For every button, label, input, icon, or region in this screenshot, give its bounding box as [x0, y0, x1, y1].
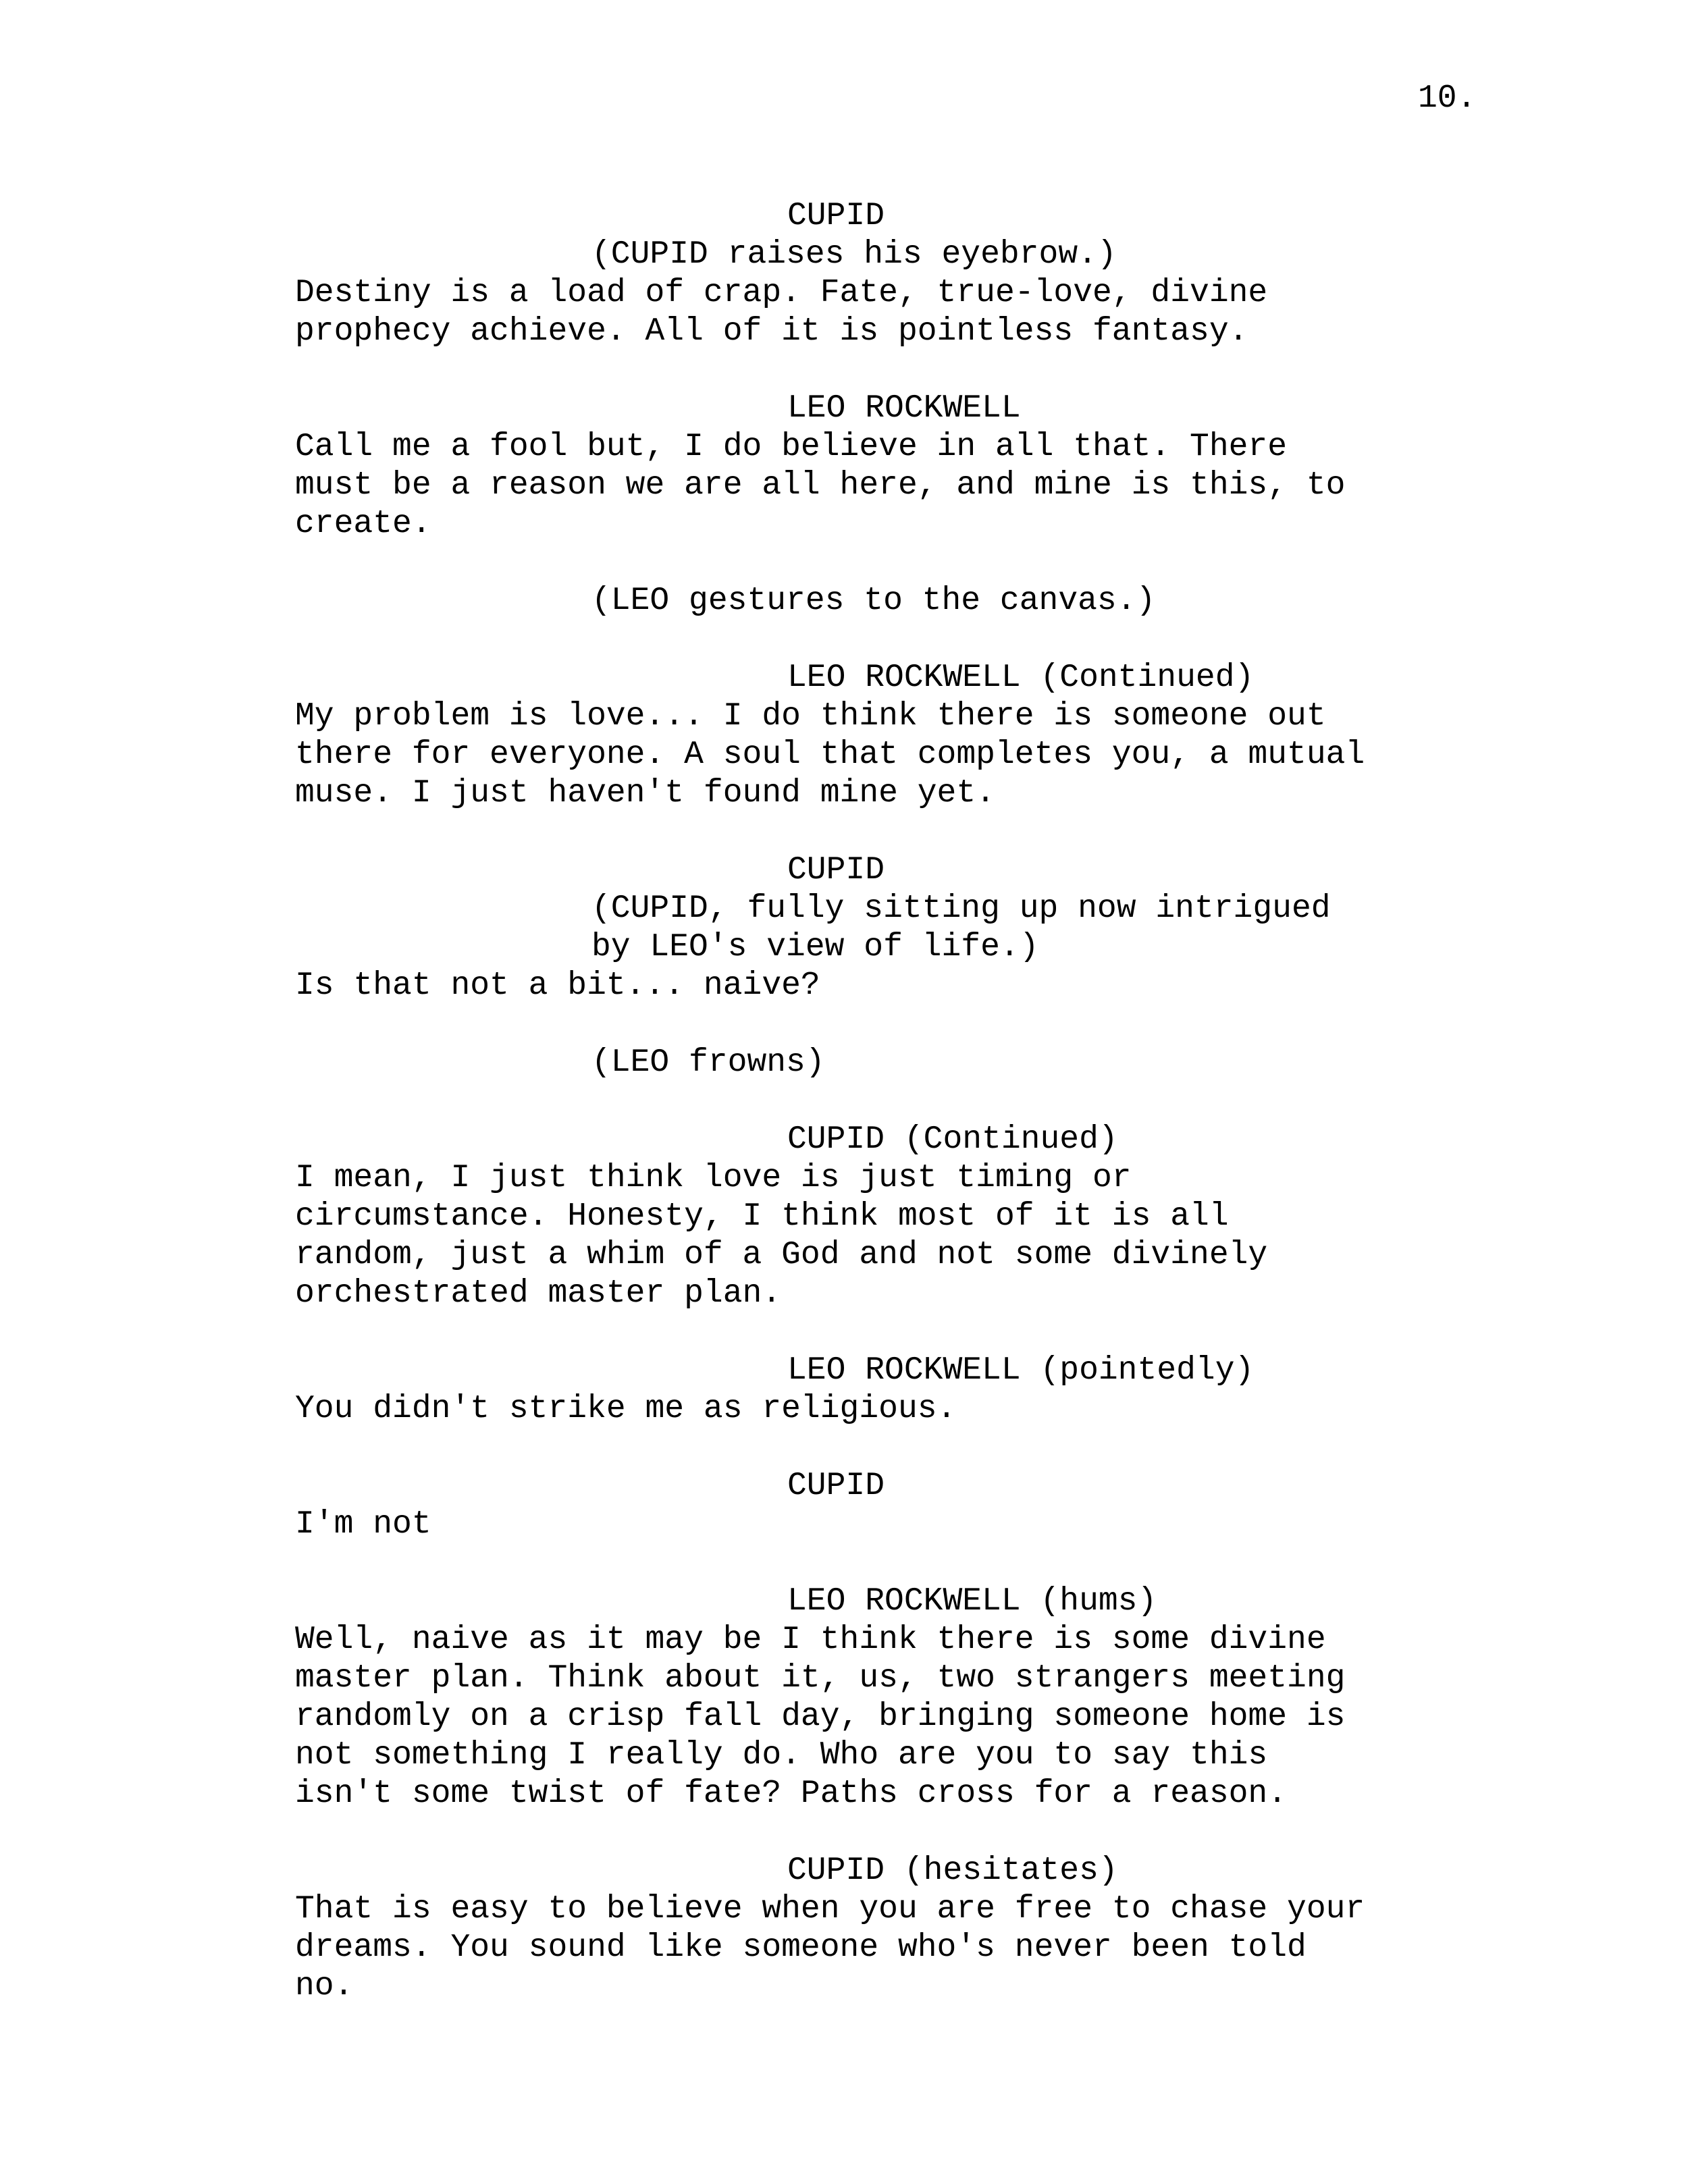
dialogue-line: Well, naive as it may be I think there is some divine — [295, 1622, 1326, 1658]
parenthetical: (LEO frowns) — [591, 1044, 825, 1081]
blank-line — [0, 1082, 1688, 1121]
blank-line — [0, 813, 1688, 851]
page-number: 10. — [1418, 80, 1477, 117]
dialogue-line: muse. I just haven't found mine yet. — [295, 775, 995, 811]
character-cue: CUPID — [787, 852, 885, 888]
dialogue-line: Destiny is a load of crap. Fate, true-love, divine — [295, 275, 1268, 311]
dialogue-line: must be a reason we are all here, and mine is this, to — [295, 467, 1346, 504]
character-cue: CUPID (hesitates) — [787, 1853, 1118, 1889]
parenthetical: by LEO's view of life.) — [591, 929, 1039, 965]
parenthetical: (CUPID, fully sitting up now intrigued — [591, 890, 1331, 927]
character-cue: CUPID (Continued) — [787, 1121, 1118, 1158]
dialogue-line: circumstance. Honesty, I think most of it is all — [295, 1198, 1229, 1235]
dialogue-line: not something I really do. Who are you to say this — [295, 1737, 1268, 1774]
blank-line — [0, 620, 1688, 659]
dialogue-line: I'm not — [295, 1506, 431, 1543]
blank-line — [0, 351, 1688, 390]
character-cue: CUPID — [787, 1468, 885, 1504]
blank-line — [0, 1429, 1688, 1467]
character-cue: CUPID — [787, 198, 885, 234]
blank-line — [0, 1544, 1688, 1582]
dialogue-line: isn't some twist of fate? Paths cross for a reason. — [295, 1776, 1288, 1812]
blank-line — [0, 1813, 1688, 1852]
character-cue: LEO ROCKWELL — [787, 390, 1021, 427]
dialogue-line: master plan. Think about it, us, two strangers meeting — [295, 1660, 1346, 1697]
blank-line — [0, 543, 1688, 582]
dialogue-line: dreams. You sound like someone who's never been told — [295, 1929, 1307, 1966]
dialogue-line: You didn't strike me as religious. — [295, 1391, 957, 1427]
dialogue-line: My problem is love... I do think there is someone out — [295, 698, 1326, 735]
dialogue-line: random, just a whim of a God and not some divinely — [295, 1237, 1268, 1273]
parenthetical: (LEO gestures to the canvas.) — [591, 583, 1156, 619]
dialogue-line: Call me a fool but, I do believe in all that. There — [295, 429, 1288, 465]
parenthetical: (CUPID raises his eyebrow.) — [591, 236, 1117, 273]
dialogue-line: Is that not a bit... naive? — [295, 967, 820, 1004]
dialogue-line: there for everyone. A soul that completes you, a mutual — [295, 737, 1365, 773]
dialogue-line: I mean, I just think love is just timing or — [295, 1160, 1132, 1196]
dialogue-line: orchestrated master plan. — [295, 1275, 782, 1312]
dialogue-line: create. — [295, 506, 431, 542]
script-body — [0, 197, 1688, 2006]
character-cue: LEO ROCKWELL (Continued) — [787, 660, 1255, 696]
dialogue-line: That is easy to believe when you are free to chase your — [295, 1891, 1365, 1927]
blank-line — [0, 1313, 1688, 1352]
character-cue: LEO ROCKWELL (pointedly) — [787, 1352, 1255, 1389]
blank-line — [0, 1005, 1688, 1044]
character-cue: LEO ROCKWELL (hums) — [787, 1583, 1157, 1620]
dialogue-line: no. — [295, 1968, 354, 2004]
dialogue-line: randomly on a crisp fall day, bringing someone home is — [295, 1699, 1346, 1735]
dialogue-line: prophecy achieve. All of it is pointless fantasy. — [295, 313, 1248, 350]
